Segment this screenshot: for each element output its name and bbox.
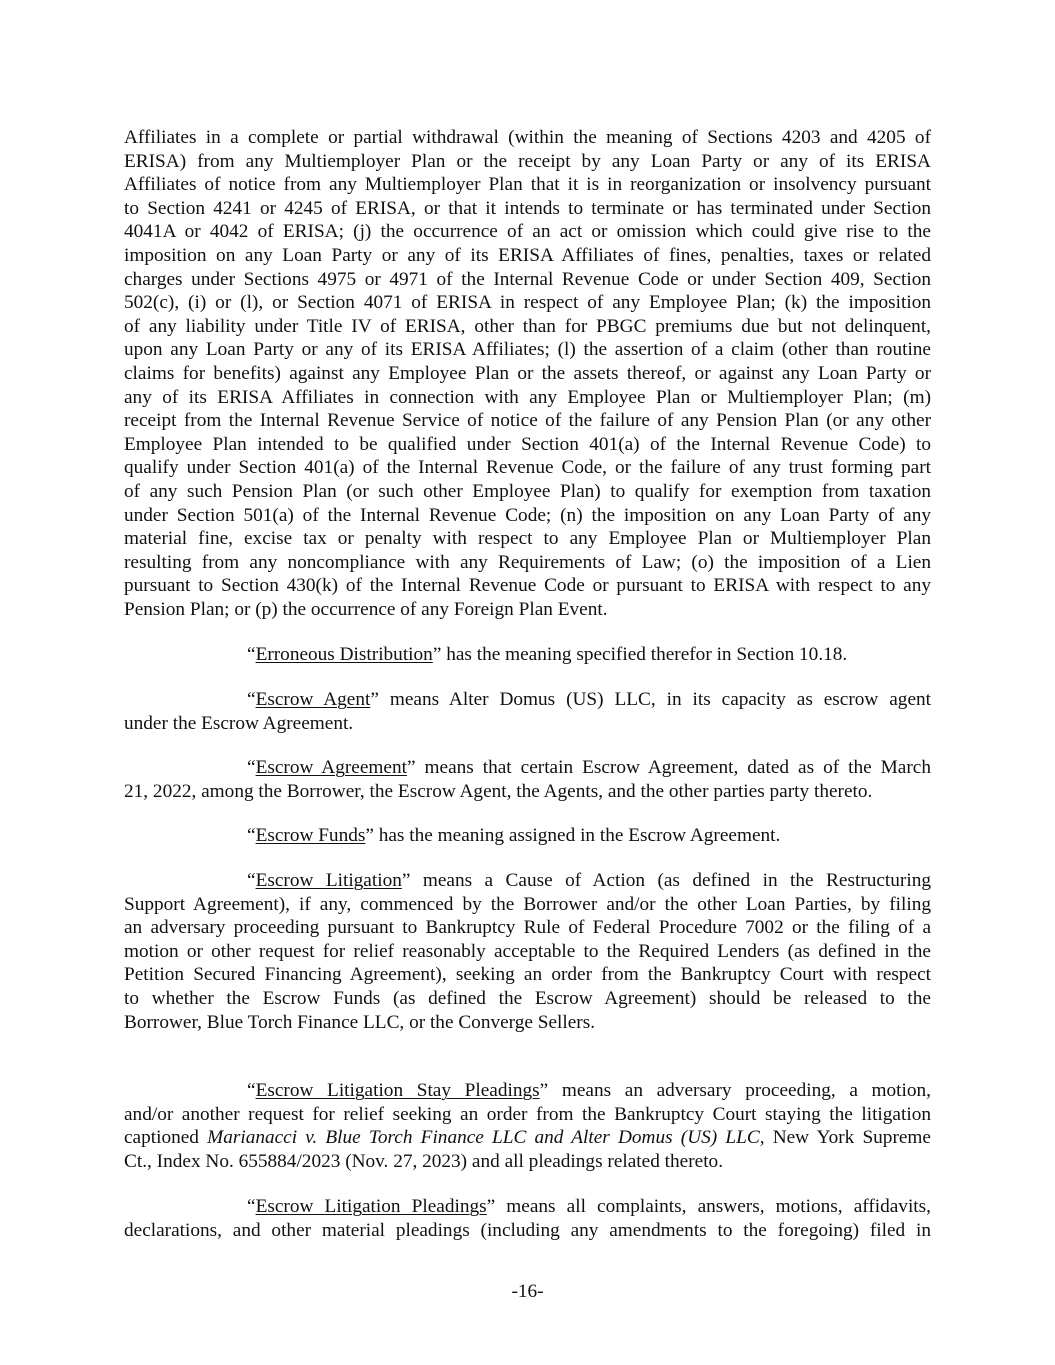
text-segment: claims for benefits) against any Employee Plan or the assets thereof, or against any Loan Party or: [124, 362, 931, 384]
text-line: [124, 963, 931, 987]
text-line: [124, 1103, 931, 1127]
definition-erroneous-distribution: [124, 643, 931, 667]
text-line: [124, 433, 931, 457]
text-segment: Pension Plan; or (p) the occurrence of any Foreign Plan Event.: [124, 598, 608, 620]
text-line: [124, 756, 931, 780]
case-caption: Marianacci v. Blue Torch Finance LLC and Alter Domus (US) LLC: [207, 1127, 760, 1149]
text-line: [124, 315, 931, 339]
text-segment: charges under Sections 4975 or 4971 of the Internal Revenue Code or under Section 409, Section: [124, 268, 931, 290]
text-line: [124, 268, 931, 292]
text-line: [124, 780, 931, 804]
text-line: [124, 1079, 931, 1103]
text-segment: material fine, excise tax or penalty with respect to any Employee Plan or Multiemployer Plan: [124, 528, 931, 550]
text-line: [124, 362, 931, 386]
text-segment: ” has the meaning specified therefor in Section 10.18.: [432, 644, 848, 665]
text-line: [124, 869, 931, 893]
text-segment: Affiliates in a complete or partial withdrawal (within the meaning of Sections 4203 and 4205 of: [124, 127, 931, 148]
text-segment: pursuant to Section 430(k) of the Internal Revenue Code or pursuant to ERISA with respect to any: [124, 575, 931, 597]
text-line: [124, 688, 931, 712]
text-segment: “: [247, 1080, 256, 1101]
text-line: [124, 893, 931, 917]
definition-escrow-litigation: [124, 869, 931, 1034]
text-line: [124, 916, 931, 940]
text-segment: , New York Supreme: [759, 1127, 931, 1149]
text-segment: ” has the meaning assigned in the Escrow Agreement.: [365, 825, 781, 846]
text-segment: to Section 4241 or 4245 of ERISA, or that it intends to terminate or has terminated under Section: [124, 197, 931, 219]
text-segment: of any such Pension Plan (or such other Employee Plan) to qualify for exemption from taxation: [124, 480, 931, 502]
text-line: [124, 220, 931, 244]
text-line: [124, 197, 931, 221]
text-line: [124, 1219, 931, 1243]
defined-term: Escrow Litigation: [255, 870, 402, 891]
text-segment: Support Agreement), if any, commenced by the Borrower and/or the other Loan Parties, by filing: [124, 893, 931, 915]
text-segment: Ct., Index No. 655884/2023 (Nov. 27, 2023) and all pleadings related thereto.: [124, 1150, 724, 1172]
text-line: [124, 150, 931, 174]
text-line: [124, 1126, 931, 1150]
defined-term: Escrow Agreement: [255, 757, 407, 778]
defined-term: Escrow Funds: [255, 825, 366, 846]
text-segment: upon any Loan Party or any of its ERISA Affiliates; (l) the assertion of a claim (other than routine: [124, 339, 931, 361]
text-segment: and/or another request for relief seeking an order from the Bankruptcy Court staying the litigation: [124, 1103, 931, 1125]
definition-escrow-agreement: [124, 756, 931, 803]
text-line: [124, 291, 931, 315]
text-segment: any of its ERISA Affiliates in connection with any Employee Plan or Multiemployer Plan; (m): [124, 386, 931, 408]
text-segment: Petition Secured Financing Agreement), seeking an order from the Bankruptcy Court with respect: [124, 964, 931, 986]
text-segment: to whether the Escrow Funds (as defined the Escrow Agreement) should be released to the: [124, 987, 931, 1009]
text-line: [124, 940, 931, 964]
text-segment: receipt from the Internal Revenue Service of notice of the failure of any Pension Plan (or any other: [124, 410, 931, 432]
text-line: [124, 643, 931, 667]
definition-escrow-litigation-stay-pleadings: [124, 1079, 931, 1173]
text-line: [124, 173, 931, 197]
text-segment: ” means Alter Domus (US) LLC, in its capacity as escrow agent: [370, 689, 932, 710]
text-line: [124, 456, 931, 480]
text-line: [124, 574, 931, 598]
text-segment: declarations, and other material pleadings (including any amendments to the foregoing) filed in: [124, 1219, 931, 1241]
text-segment: “: [247, 825, 256, 846]
text-segment: ERISA) from any Multiemployer Plan or the receipt by any Loan Party or any of its ERISA: [124, 150, 931, 172]
text-segment: resulting from any noncompliance with any Requirements of Law; (o) the imposition of a Lien: [124, 551, 931, 573]
text-line: [124, 480, 931, 504]
text-segment: “: [247, 870, 256, 891]
text-segment: an adversary proceeding pursuant to Bankruptcy Rule of Federal Procedure 7002 or the filing of a: [124, 917, 931, 939]
text-segment: under the Escrow Agreement.: [124, 712, 354, 734]
defined-term: Escrow Agent: [255, 689, 371, 710]
text-line: [124, 551, 931, 575]
definition-escrow-funds: [124, 824, 931, 848]
text-segment: 4041A or 4042 of ERISA; (j) the occurrence of an act or omission which could give rise to the: [124, 221, 931, 243]
text-segment: Affiliates of notice from any Multiemployer Plan that it is in reorganization or insolvency pursuant: [124, 174, 931, 196]
text-line: [124, 1195, 931, 1219]
text-segment: “: [247, 689, 256, 710]
text-segment: motion or other request for relief reasonably acceptable to the Required Lenders (as defined in the: [124, 940, 931, 962]
text-line: [124, 126, 931, 150]
text-line: [124, 386, 931, 410]
defined-term: Escrow Litigation Stay Pleadings: [255, 1080, 540, 1101]
text-segment: “: [247, 644, 256, 665]
text-line: [124, 1150, 931, 1174]
text-segment: ” means all complaints, answers, motions, affidavits,: [486, 1196, 931, 1217]
text-segment: ” means an adversary proceeding, a motion,: [539, 1080, 931, 1101]
text-segment: ” means a Cause of Action (as defined in the Restructuring: [401, 870, 931, 891]
text-segment: Employee Plan intended to be qualified under Section 401(a) of the Internal Revenue Code) to: [124, 433, 931, 455]
text-segment: “: [247, 757, 256, 778]
text-line: [124, 409, 931, 433]
text-segment: under Section 501(a) of the Internal Revenue Code; (n) the imposition on any Loan Party of any: [124, 504, 931, 526]
text-segment: ” means that certain Escrow Agreement, dated as of the March: [406, 757, 931, 778]
text-segment: Borrower, Blue Torch Finance LLC, or the Converge Sellers.: [124, 1011, 596, 1033]
text-line: [124, 598, 931, 622]
definition-escrow-litigation-pleadings: [124, 1195, 931, 1242]
text-line: [124, 527, 931, 551]
text-segment: 21, 2022, among the Borrower, the Escrow Agent, the Agents, and the other parties party thereto.: [124, 780, 873, 802]
text-line: [124, 504, 931, 528]
text-segment: qualify under Section 401(a) of the Internal Revenue Code, or the failure of any trust forming part: [124, 457, 931, 479]
text-segment: imposition on any Loan Party or any of its ERISA Affiliates of fines, penalties, taxes or related: [124, 244, 931, 266]
text-line: [124, 1011, 931, 1035]
text-line: [124, 338, 931, 362]
text-segment: “: [247, 1196, 256, 1217]
definition-escrow-agent: [124, 688, 931, 735]
text-segment: 502(c), (i) or (l), or Section 4071 of ERISA in respect of any Employee Plan; (k) the imposition: [124, 292, 931, 314]
text-line: [124, 712, 931, 736]
page-number: -16-: [511, 1281, 544, 1302]
defined-term: Erroneous Distribution: [255, 644, 433, 665]
erisa-event-continuation: [124, 126, 931, 621]
text-segment: captioned: [124, 1127, 208, 1149]
text-segment: of any liability under Title IV of ERISA, other than for PBGC premiums due but not delinquent,: [124, 315, 931, 337]
text-line: [124, 824, 931, 848]
text-line: [124, 244, 931, 268]
text-line: [124, 987, 931, 1011]
defined-term: Escrow Litigation Pleadings: [255, 1196, 487, 1217]
